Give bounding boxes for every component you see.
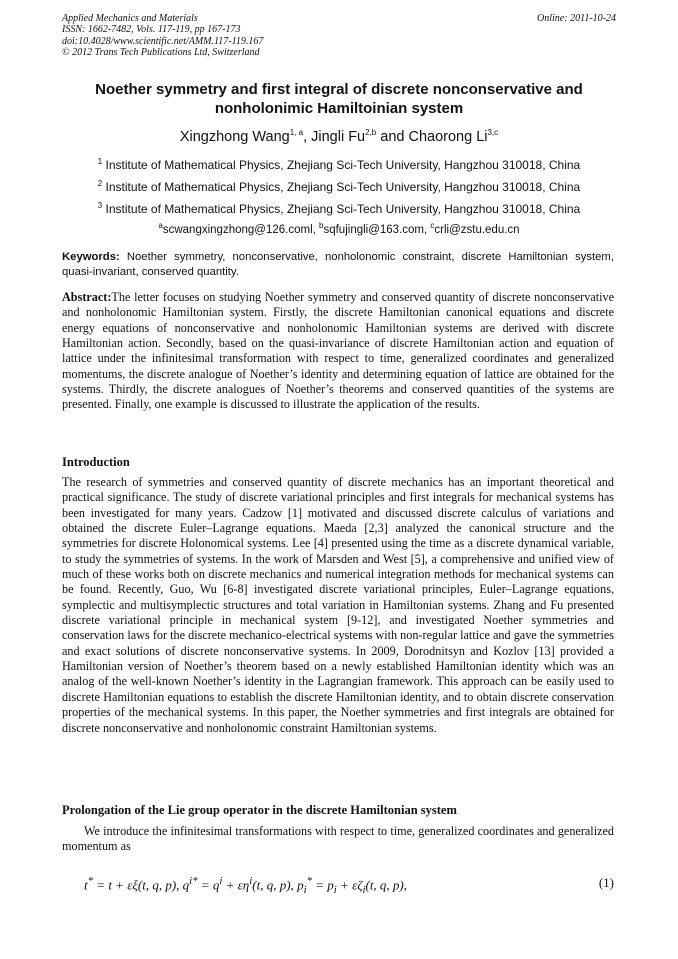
email-c-sup: c <box>430 221 435 230</box>
abstract-text: The letter focuses on studying Noether symmetry and conserved quantity of discrete nonconservative and nonholonomic Hamiltonian system. Firstly, the discrete Hamiltonian canonical equations and discrete energy equations of nonconservative and nonholonomic Hamiltonian systems are derived with discrete Hamiltonian action. Secondly, based on the quasi-invariance of discrete Hamiltonian action and equation of lattice under the infinitesimal transformation with respect to time, generalized coordinates and generalized momentums, the discrete analogue of Noether’s identity and determining equation of lattice are obtained for the systems. Thirdly, the discrete analogues of Noether’s theorems and conserved quantities of the systems are presented. Finally, one example is discussed to illustrate the application of the results. <box>62 290 614 412</box>
affiliation-3 <box>62 201 616 216</box>
abstract-label: Abstract: <box>62 290 112 304</box>
copyright-line: © 2012 Trans Tech Publications Ltd, Switzerland <box>62 47 260 59</box>
eq-p-rhs3: (t, q, p), <box>365 877 408 893</box>
eq-q: q <box>182 877 190 893</box>
keywords-text: Noether symmetry, nonconservative, nonholonomic constraint, discrete Hamiltonian system, quasi-invariant, conserved quantity. <box>62 251 614 278</box>
journal-header <box>62 13 616 59</box>
introduction-heading: Introduction <box>62 455 130 469</box>
journal-name: Applied Mechanics and Materials <box>62 13 198 24</box>
eq-p-sub2: i <box>333 883 337 896</box>
eq-p-sub3: i <box>362 883 366 896</box>
author-emails <box>62 221 616 236</box>
eq-t: t <box>84 877 88 893</box>
eq-q-sup2: i <box>219 875 223 887</box>
affiliation-1-text: Institute of Mathematical Physics, Zhejiang Sci-Tech University, Hangzhou 310018, China <box>105 158 581 172</box>
author-list <box>62 128 616 145</box>
section-2-text: We introduce the infinitesimal transformations with respect to time, generalized coordinates and generalized momentum as <box>62 824 614 854</box>
affiliation-1 <box>62 157 616 172</box>
email-a: scwangxingzhong@126.coml, <box>162 223 320 236</box>
email-b-sup: b <box>319 221 324 230</box>
affiliation-2-num: 2 <box>97 179 103 188</box>
equation-number: (1) <box>598 875 614 890</box>
eq-t-rhs: = t + εξ(t, q, p), <box>93 877 183 893</box>
affiliation-2 <box>62 179 616 194</box>
eq-q-sup3: i <box>249 875 253 887</box>
email-c: crli@zstu.edu.cn <box>434 223 520 236</box>
online-date: Online: 2011-10-24 <box>537 13 616 24</box>
eq-star-1: * <box>87 875 94 887</box>
affiliation-1-num: 1 <box>97 157 103 166</box>
affiliation-2-text: Institute of Mathematical Physics, Zhejiang Sci-Tech University, Hangzhou 310018, China <box>105 180 581 194</box>
affiliation-3-num: 3 <box>97 201 103 210</box>
keywords-block <box>62 250 614 279</box>
title-line-1: Noether symmetry and first integral of discrete nonconservative and <box>95 81 583 98</box>
author-2-sup: 2,b <box>365 128 377 137</box>
eq-q-rhs: = q <box>197 877 220 893</box>
equation-1 <box>84 875 614 896</box>
eq-q-rhs2: + εη <box>222 877 250 893</box>
paper-title <box>62 80 616 118</box>
eq-q-rhs3: (t, q, p), <box>252 877 298 893</box>
author-3-sup: 3,c <box>487 128 499 137</box>
author-1-sup: 1, a <box>289 128 304 137</box>
eq-star-2: * <box>306 875 312 887</box>
author-2: , Jingli Fu <box>303 128 366 145</box>
title-line-2: nonholonimic Hamiltoinian system <box>214 100 464 117</box>
eq-p: p <box>297 877 304 893</box>
affiliation-3-text: Institute of Mathematical Physics, Zhejiang Sci-Tech University, Hangzhou 310018, China <box>105 202 581 216</box>
issn-line: ISSN: 1662-7482, Vols. 117-119, pp 167-173 <box>62 24 241 36</box>
section-2-heading: Prolongation of the Lie group operator in the discrete Hamiltonian system <box>62 803 457 817</box>
eq-p-sub: i <box>303 883 307 896</box>
introduction-text: The research of symmetries and conserved quantity of discrete mechanics has an important theoretical and practical significance. The study of discrete variational principles and first integrals for mechanical systems has been investigated for many years. Cadzow [1] motivated and discussed discrete calculus of variations and obtained the discrete Euler–Lagrange equations. Maeda [2,3] analyzed the canonical structure and the symmetries for discrete Holonomical systems. Lee [4] presented using the time as a discrete dynamical variable, to study the symmetries of systems. In the work of Marsden and West [5], a comprehensive and unified view of much of these works both on discrete mechanics and numerical integration methods for mechanical systems can be found. Recently, Guo, Wu [6-8] investigated discrete variational principles, Euler–Lagrange equations, symplectic and multisymplectic structures and total variation in Hamiltonian systems. Zhang and Fu presented discrete variational principle in mechanical system [9-12], and investigated Noether symmetries and conservation laws for the discrete mechanico-electrical systems with non-regular lattice and gave the symmetries and exact solutions of discrete nonconservative systems. In 2009, Dorodnitsyn and Kozlov [13] provided a Hamiltonian version of Noether’s theorem based on a newly established Hamiltonian identity which was an analog of the well-known Noether’s identity in the Lagrangian framework. This approach can be easily used to discrete Hamiltonian equations to establish the discrete Hamiltonian identity, and to obtain discrete conservation properties of the mechanical systems. In this paper, the Noether symmetries and first integrals are obtained for discrete nonconservative and nonholonomic constraint Hamiltonian systems. <box>62 475 614 735</box>
author-3: and Chaorong Li <box>376 128 488 145</box>
email-b: sqfujingli@163.com, <box>323 223 431 236</box>
eq-q-sup: i* <box>189 875 198 887</box>
eq-p-rhs2: + εζ <box>336 877 363 893</box>
keywords-label: Keywords: <box>62 251 120 263</box>
email-a-sup: a <box>158 221 163 230</box>
abstract-block <box>62 290 614 413</box>
doi-line: doi:10.4028/www.scientific.net/AMM.117-119.167 <box>62 35 264 47</box>
author-1: Xingzhong Wang <box>179 128 290 145</box>
eq-p-rhs: = p <box>312 877 334 893</box>
